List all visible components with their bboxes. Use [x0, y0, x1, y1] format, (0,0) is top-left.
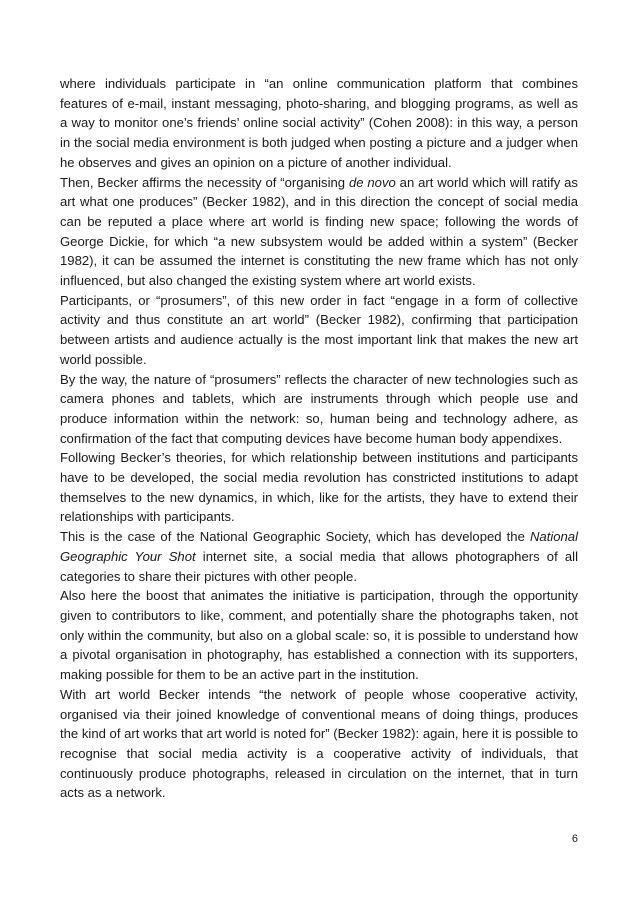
- paragraph-8: [60, 685, 578, 803]
- paragraph-1: [60, 74, 578, 173]
- paragraph-6-italic-title: National Geographic Your Shot: [60, 529, 578, 564]
- paragraph-2-text-b: an art world which will ratify as art what one produces” (Becker 1982), and in this direction the concept of social media can be reputed a place where art world is finding new space; following the words of George Dickie, for which “a new subsystem would be added within a system” (Becker 1982), it can be assumed the internet is constituting the new frame which has not only influenced, but also changed the existing system where art world exists.: [60, 174, 578, 289]
- paragraph-1-text: where individuals participate in “an online communication platform that combines features of e-mail, instant messaging, photo-sharing, and blogging programs, as well as a way to monitor one’s friends’ online social activity” (Cohen 2008): in this way, a person in the social media environment is both judged when posting a picture and a judger when he observes and gives an opinion on a picture of another individual.: [60, 76, 578, 170]
- paragraph-4: [60, 370, 578, 449]
- page-number: 6: [571, 833, 578, 845]
- paragraph-2-text-a: Then, Becker affirms the necessity of “organising: [60, 174, 349, 190]
- paragraph-5: [60, 448, 578, 527]
- paragraph-7: [60, 586, 578, 685]
- paragraph-2-italic-phrase: de novo: [348, 174, 396, 190]
- body-text: [60, 74, 578, 803]
- paragraph-6-text-b: internet site, a social media that allows photographers of all categories to share their pictures with other people.: [60, 548, 578, 584]
- paragraph-3: [60, 291, 578, 370]
- paragraph-5-text: Following Becker’s theories, for which relationship between institutions and participants have to be developed, the social media revolution has constricted institutions to adapt themselves to the new dynamics, in which, like for the artists, they have to extend their relationships with participants.: [60, 450, 578, 525]
- paragraph-8-text: With art world Becker intends “the network of people whose cooperative activity, organised via their joined knowledge of conventional means of doing things, produces the kind of art works that art world is noted for” (Becker 1982): again, here it is possible to recognise that social media activity is a cooperative activity of individuals, that continuously produce photographs, released in circulation on the internet, that in turn acts as a network.: [60, 686, 578, 801]
- paragraph-6: [60, 527, 578, 586]
- paragraph-6-text-a: This is the case of the National Geographic Society, which has developed the: [60, 529, 530, 545]
- paragraph-7-text: Also here the boost that animates the initiative is participation, through the opportunity given to contributors to like, comment, and potentially share the photographs taken, not only within the community, but also on a global scale: so, it is possible to understand how a pivotal organisation in photography, has established a connection with its supporters, making possible for them to be an active part in the institution.: [60, 588, 578, 683]
- paragraph-3-text: Participants, or “prosumers”, of this new order in fact “engage in a form of collective activity and thus constitute an art world” (Becker 1982), confirming that participation between artists and audience actually is the most important link that makes the new art world possible.: [60, 292, 578, 367]
- paragraph-2: [60, 173, 578, 291]
- paragraph-4-text: By the way, the nature of “prosumers” reflects the character of new technologies such as camera phones and tablets, which are instruments through which people use and produce information within the network: so, human being and technology adhere, as confirmation of the fact that computing devices have become human body appendixes.: [60, 371, 578, 446]
